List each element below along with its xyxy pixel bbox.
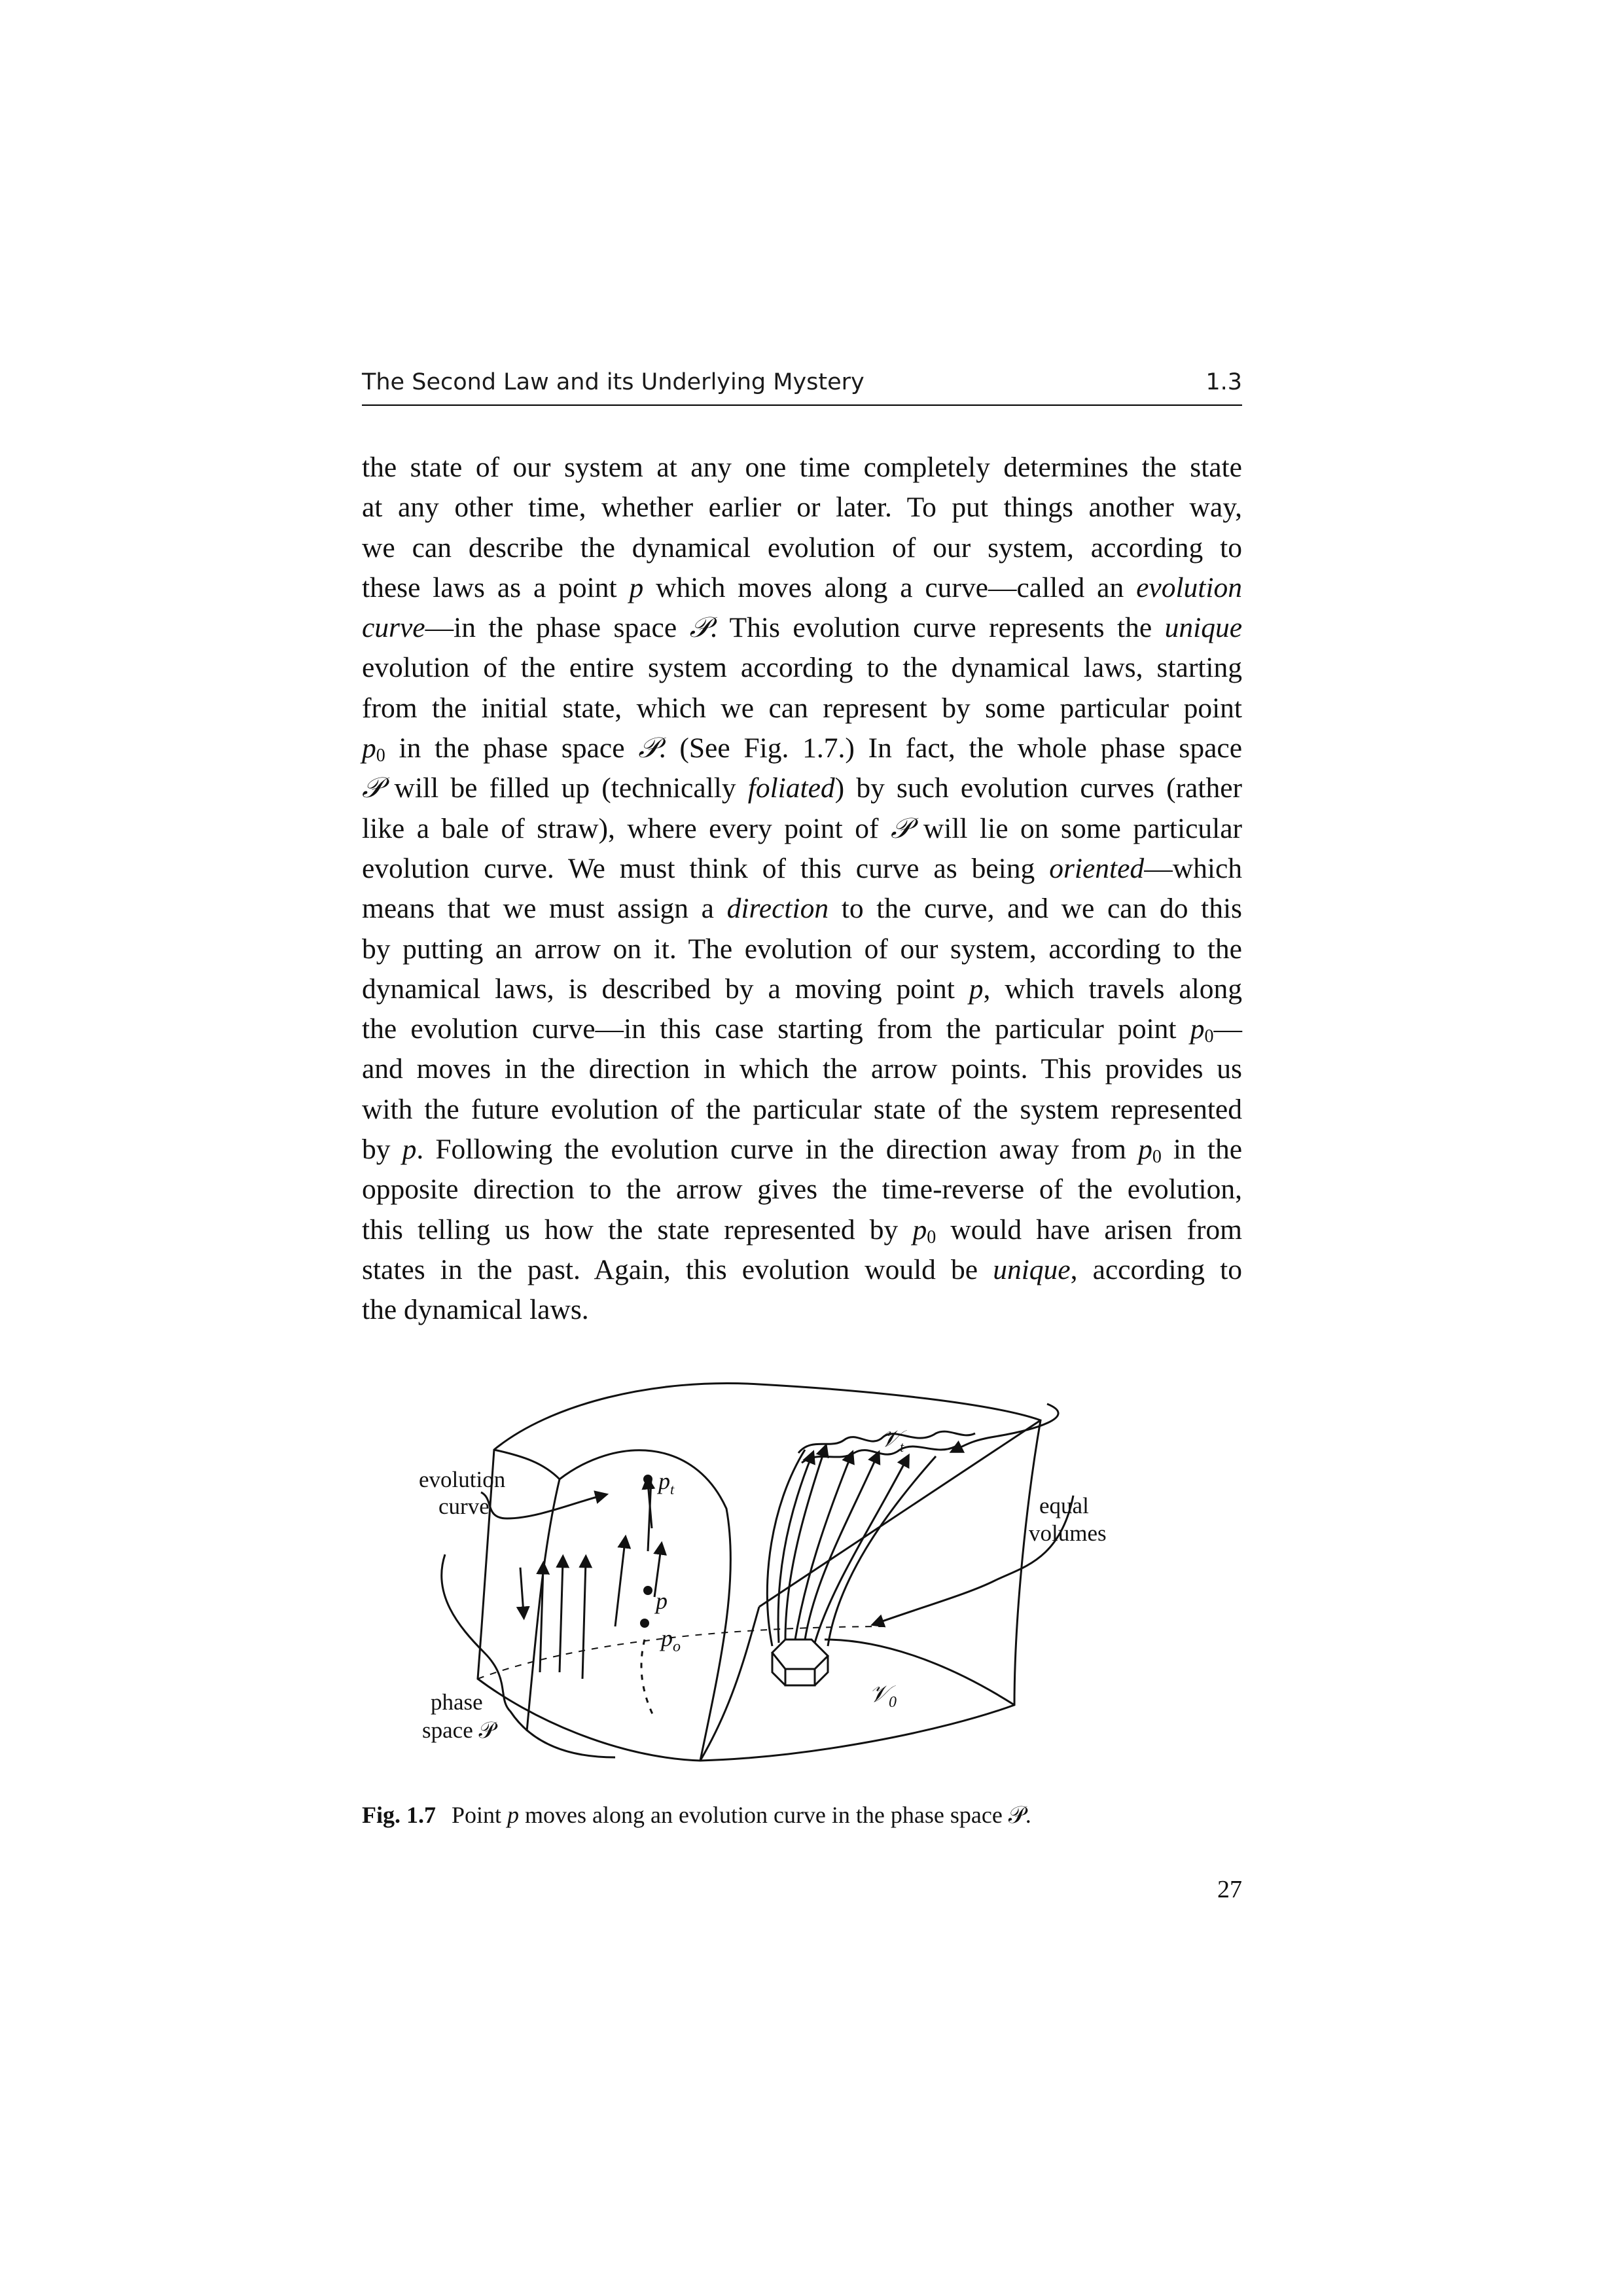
body-italic-run: p xyxy=(362,732,376,764)
label-p: p xyxy=(656,1588,668,1614)
subscript: 0 xyxy=(376,745,385,766)
body-line xyxy=(362,1210,1242,1250)
subscript: 0 xyxy=(927,1227,936,1247)
body-line xyxy=(362,689,1242,728)
caption-text-before: Point xyxy=(452,1802,508,1828)
body-line xyxy=(362,728,1242,768)
body-line xyxy=(362,849,1242,889)
phase-space-symbol: 𝒫 xyxy=(362,772,383,804)
running-head-title: The Second Law and its Underlying Mystery xyxy=(362,369,865,395)
svg-text:𝒱t xyxy=(880,1426,907,1455)
body-line xyxy=(362,809,1242,849)
body-line xyxy=(362,448,1242,488)
body-text-run: will lie on some particular xyxy=(911,812,1243,844)
body-italic-run: p xyxy=(402,1134,417,1166)
svg-text:pt xyxy=(656,1468,675,1498)
body-text-run: the state of our system at any one time completely determines the state xyxy=(362,452,1242,483)
subscript: 0 xyxy=(1204,1026,1214,1047)
figure-1-7 xyxy=(419,1365,1171,1784)
body-italic-run: unique xyxy=(1164,612,1243,644)
body-line xyxy=(362,1290,1242,1330)
body-line xyxy=(362,1130,1242,1170)
label-curve: curve xyxy=(438,1494,490,1519)
body-text-run: by xyxy=(362,1134,402,1166)
body-paragraph xyxy=(362,448,1242,1331)
body-line xyxy=(362,608,1242,648)
body-text-run: dynamical laws, is described by a moving point xyxy=(362,973,969,1005)
caption-figure-number: Fig. 1.7 xyxy=(362,1802,436,1828)
label-vt: 𝒱 xyxy=(880,1426,900,1452)
body-text-run: these laws as a point xyxy=(362,571,630,603)
body-text-run: we can describe the dynamical evolution of our system, according to xyxy=(362,531,1242,564)
point-pt xyxy=(643,1475,652,1484)
body-text-run: opposite direction to the arrow gives the time-reverse of the evolution, xyxy=(362,1174,1242,1206)
body-line xyxy=(362,1090,1242,1130)
body-text-run: the evolution curve—in this case starting from the particular point xyxy=(362,1013,1190,1045)
label-v0-sub: 0 xyxy=(889,1694,897,1711)
point-p0 xyxy=(640,1619,649,1628)
body-line xyxy=(362,568,1242,608)
body-italic-run: oriented xyxy=(1049,852,1145,884)
body-text-run: . Following the evolution curve in the direction away from xyxy=(416,1134,1139,1166)
caption-variable: p xyxy=(507,1802,520,1828)
body-line xyxy=(362,1170,1242,1210)
label-evolution: evolution xyxy=(419,1467,506,1492)
running-head xyxy=(362,364,1242,406)
caption-text-after: moves along an evolution curve in the phase space 𝒫. xyxy=(519,1802,1031,1828)
phase-space-symbol: 𝒫 xyxy=(638,732,659,764)
body-text-run: would have arisen from xyxy=(936,1213,1242,1246)
body-text-run: . This evolution curve represents the xyxy=(709,612,1165,644)
body-text-run: evolution of the entire system according to the dynamical laws, starting xyxy=(362,652,1242,684)
point-p xyxy=(643,1586,652,1595)
body-line xyxy=(362,648,1242,688)
body-line xyxy=(362,768,1242,808)
body-text-run: to the curve, and we can do this xyxy=(829,893,1242,925)
body-text-run: , which travels along xyxy=(983,973,1242,1005)
phase-space-diagram xyxy=(419,1365,1171,1784)
body-italic-run: evolution xyxy=(1136,571,1242,603)
label-phase: phase xyxy=(431,1689,483,1715)
label-pt: p xyxy=(658,1468,670,1494)
body-italic-run: p xyxy=(1190,1013,1205,1045)
body-text-run: with the future evolution of the particular state of the system represented xyxy=(362,1093,1242,1125)
body-line xyxy=(362,528,1242,568)
body-text-run: —which xyxy=(1144,852,1242,884)
body-line xyxy=(362,1049,1242,1089)
body-line xyxy=(362,1250,1242,1290)
body-text-run: , according to xyxy=(1070,1253,1242,1285)
body-italic-run: foliated xyxy=(747,772,835,804)
label-pt-sub: t xyxy=(670,1481,675,1498)
body-text-run: this telling us how the state represented by xyxy=(362,1213,913,1246)
body-text-run: will be filled up (technically xyxy=(382,772,748,804)
body-text-run: in the phase space xyxy=(385,732,639,764)
body-text-run: means that we must assign a xyxy=(362,893,727,925)
body-line xyxy=(362,969,1242,1009)
body-italic-run: curve xyxy=(362,612,425,644)
body-line xyxy=(362,889,1242,929)
svg-text:po xyxy=(659,1625,681,1655)
body-text-run: from the initial state, which we can represent by some particular point xyxy=(362,692,1242,724)
phase-space-symbol: 𝒫 xyxy=(689,612,710,644)
label-v0: 𝒱 xyxy=(869,1681,889,1707)
label-vt-sub: t xyxy=(900,1439,904,1455)
label-p0-sub: o xyxy=(673,1638,681,1655)
body-italic-run: p xyxy=(1138,1134,1152,1166)
svg-text:𝒱0 xyxy=(869,1681,897,1711)
body-text-run: evolution curve. We must think of this curve as being xyxy=(362,852,1050,884)
label-p0: p xyxy=(661,1625,673,1651)
body-text-run: the dynamical laws. xyxy=(362,1294,589,1326)
body-text-run: — xyxy=(1213,1013,1242,1045)
body-line xyxy=(362,929,1242,969)
body-text-run: states in the past. Again, this evolution would be xyxy=(362,1253,993,1285)
body-text-run: by putting an arrow on it. The evolution of our system, according to the xyxy=(362,933,1242,965)
body-text-run: and moves in the direction in which the arrow points. This provides us xyxy=(362,1053,1242,1085)
label-equal: equal xyxy=(1039,1493,1089,1518)
subscript: 0 xyxy=(1152,1147,1162,1168)
body-italic-run: p xyxy=(969,973,984,1005)
page-number: 27 xyxy=(1217,1876,1242,1903)
body-italic-run: direction xyxy=(726,893,829,925)
body-text-run: —in the phase space xyxy=(425,612,690,644)
phase-space-symbol: 𝒫 xyxy=(890,812,912,844)
body-text-run: like a bale of straw), where every point of xyxy=(362,812,891,844)
label-volumes: volumes xyxy=(1029,1520,1107,1546)
figure-caption xyxy=(362,1801,1242,1829)
body-text-run: which moves along a curve—called an xyxy=(643,571,1137,603)
body-italic-run: unique xyxy=(993,1253,1071,1285)
body-text-run: in the xyxy=(1161,1134,1243,1166)
body-text-run: ) by such evolution curves (rather xyxy=(834,772,1242,804)
body-line xyxy=(362,1009,1242,1049)
body-italic-run: p xyxy=(912,1213,927,1246)
body-text-run: . (See Fig. 1.7.) In fact, the whole phase space xyxy=(658,732,1243,764)
body-italic-run: p xyxy=(629,571,644,603)
running-head-section: 1.3 xyxy=(1205,369,1242,395)
body-text-run: at any other time, whether earlier or later. To put things another way, xyxy=(362,492,1242,524)
label-space: space 𝒫 xyxy=(422,1717,495,1743)
body-line xyxy=(362,488,1242,528)
